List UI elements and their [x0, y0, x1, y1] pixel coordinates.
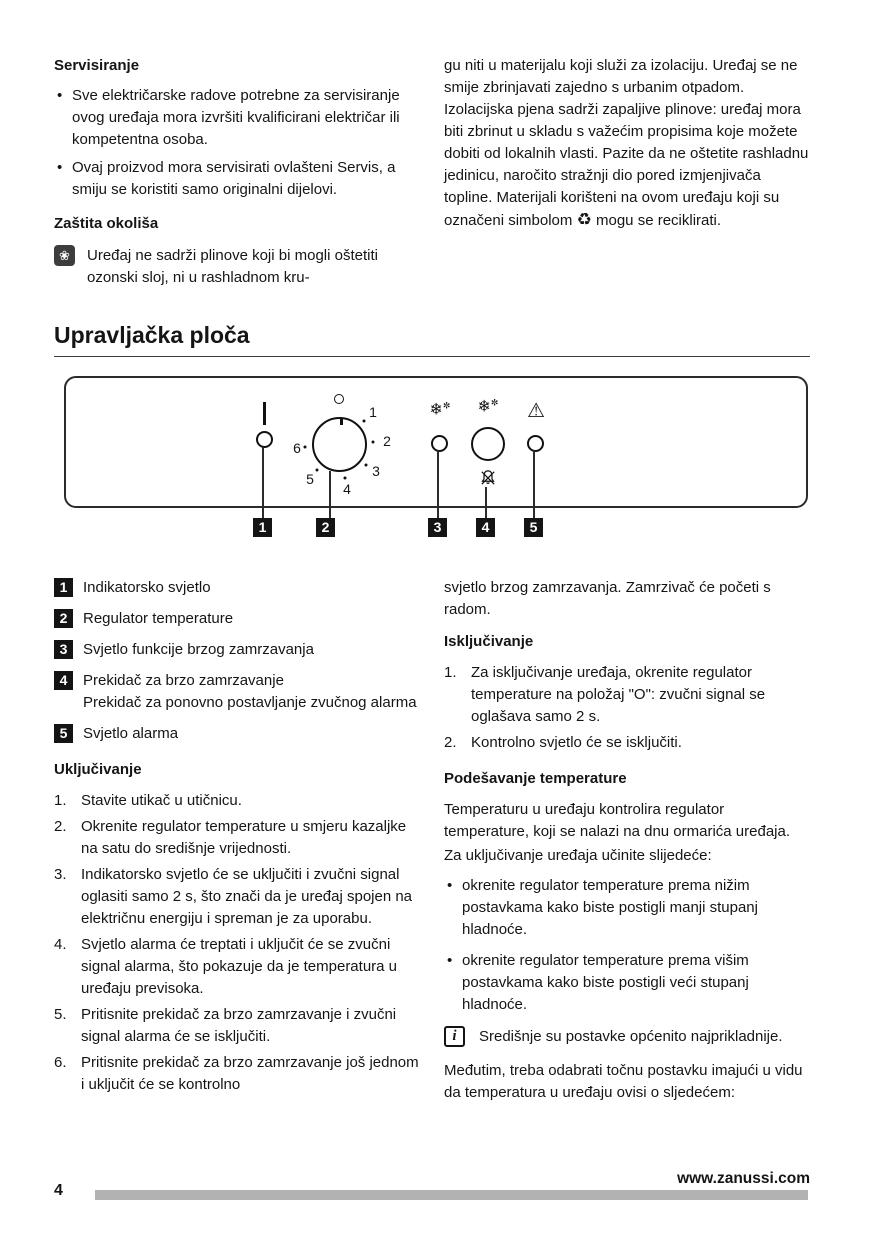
switch-off-step-2: [444, 732, 812, 754]
switching-on-heading: Uključivanje: [54, 761, 142, 778]
switch-on-step-1: [54, 790, 424, 812]
environment-text-continued: gu niti u materijalu koji služi za izolaciju. Uređaj se ne smije zbrinjavati zajedno s urbanim otpadom. Izolacijska pjena sadrži zapaljive plinove: uređaj mora biti zbrinut u skladu s važećim propisima koje možete dobiti od lokalnih vlasti. Pazite da ne oštetite rashladnu jedinicu, naročito stražnji dio pored izmjenjivača topline. Materijali korišteni na ovom uređaju koji su označeni simbolom: [444, 57, 809, 229]
switch-on-step-3: [54, 864, 424, 930]
step-text: Pritisnite prekidač za brzo zamrzavanje i zvučni signal alarma će se isključiti.: [81, 1006, 397, 1045]
dial-number-1: 1: [369, 404, 377, 420]
callout-1: 1: [253, 518, 272, 537]
snowflake-icon: ❄✼: [477, 397, 499, 416]
info-text: Središnje su postavke općenito najprikladnije.: [479, 1028, 783, 1045]
closing-paragraph: Međutim, treba odabrati točnu postavku imajući u vidu da temperatura u uređaju ovisi o sljedećem:: [444, 1062, 803, 1101]
environment-text-end: mogu se reciklirati.: [596, 212, 722, 229]
footer-bar: [95, 1190, 808, 1200]
dial-dot: [304, 446, 307, 449]
callout-line: [533, 450, 535, 518]
snowflake-icon: ❄✼: [429, 400, 451, 419]
step-number: 5.: [54, 1006, 67, 1023]
temperature-bullet-2: • okrenite regulator temperature prema višim postavkama kako biste postigli veći stupanj hladnoće.: [444, 950, 812, 1016]
legend-text-2: Regulator temperature: [83, 610, 234, 627]
step-number: 2.: [54, 818, 67, 835]
lower-right-column: [444, 577, 812, 1112]
dial-pointer-icon: [340, 418, 343, 425]
fast-freeze-light: [431, 435, 448, 452]
control-panel-diagram: [64, 376, 808, 508]
legend-badge-3: 3: [54, 640, 73, 659]
top-right-column: [444, 55, 812, 232]
servicing-heading: Servisiranje: [54, 57, 140, 74]
info-icon: i: [444, 1026, 465, 1047]
legend-item-1: [54, 577, 424, 599]
step-text: Svjetlo alarma će treptati i uključit će se zvučni signal alarma, što pokazuje da je temperatura u uređaju previsoka.: [81, 936, 398, 997]
step-number: 4.: [54, 936, 67, 953]
fast-freeze-button: [471, 427, 505, 461]
step-number: 2.: [444, 734, 457, 751]
website-url: www.zanussi.com: [677, 1170, 810, 1187]
dial-dot: [365, 464, 368, 467]
power-indicator-icon: [263, 402, 266, 425]
callout-3: 3: [428, 518, 447, 537]
environment-text: Uređaj ne sadrži plinove koji bi mogli oštetiti ozonski sloj, ni u rashladnom kru-: [87, 247, 378, 286]
temperature-para-2: Za uključivanje uređaja učinite slijedeće:: [444, 847, 712, 864]
step-text: Kontrolno svjetlo će se isključiti.: [471, 734, 682, 751]
step-number: 3.: [54, 866, 67, 883]
callout-2: 2: [316, 518, 335, 537]
service-bullet-1: • Sve električarske radove potrebne za servisiranje ovog uređaja mora izvršiti kvalificirani električar ili kompetentna osoba.: [54, 85, 422, 151]
dial-dot: [372, 441, 375, 444]
temperature-dial-knob: [312, 417, 367, 472]
legend-text-4: [83, 670, 417, 714]
dial-number-6: 6: [293, 440, 301, 456]
environment-heading: Zaštita okoliša: [54, 215, 159, 232]
legend-text-3: Svjetlo funkcije brzog zamrzavanja: [83, 641, 314, 658]
legend-text-1: Indikatorsko svjetlo: [83, 579, 211, 596]
environment-note: [54, 245, 422, 289]
alarm-light: [527, 435, 544, 452]
page-title: Upravljačka ploča: [54, 322, 250, 348]
step-number: 1.: [54, 792, 67, 809]
top-left-column: [54, 55, 422, 289]
callout-4: 4: [476, 518, 495, 537]
temperature-heading: Podešavanje temperature: [444, 770, 627, 787]
legend-item-3: [54, 639, 424, 661]
legend-text-4-line2: Prekidač za ponovno postavljanje zvučnog alarma: [83, 694, 417, 711]
dial-dot: [363, 420, 366, 423]
switch-off-step-1: [444, 662, 812, 728]
title-rule: [54, 356, 810, 357]
legend-badge-4: 4: [54, 671, 73, 690]
step-text: Pritisnite prekidač za brzo zamrzavanje još jednom i uključit će se kontrolno: [81, 1054, 419, 1093]
page-number: 4: [54, 1182, 63, 1199]
step-text: Okrenite regulator temperature u smjeru kazaljke na satu do središnje vrijednosti.: [81, 818, 407, 857]
callout-line: [262, 447, 264, 518]
callout-line: [437, 450, 439, 518]
switch-on-step-6: [54, 1052, 424, 1096]
step-number: 6.: [54, 1054, 67, 1071]
step-text: Za isključivanje uređaja, okrenite regulator temperature na položaj "O": zvučni signal se oglašava samo 2 s.: [471, 664, 766, 725]
dial-number-4: 4: [343, 481, 351, 497]
callout-5: 5: [524, 518, 543, 537]
dial-number-5: 5: [306, 471, 314, 487]
legend-badge-5: 5: [54, 724, 73, 743]
step-number: 1.: [444, 664, 457, 681]
dial-position-0-icon: [334, 394, 344, 404]
dial-dot: [316, 469, 319, 472]
bell-crossed-icon: [479, 469, 498, 488]
legend-text-4-line1: Prekidač za brzo zamrzavanje: [83, 672, 284, 689]
legend-text-5: Svjetlo alarma: [83, 725, 179, 742]
environment-text-continued-paragraph: [444, 55, 812, 232]
callout-line: [485, 487, 487, 518]
indicator-light-1: [256, 431, 273, 448]
recycling-icon: ♻: [576, 210, 592, 229]
callout-line: [329, 471, 331, 518]
switch-on-step-4: [54, 934, 424, 1000]
switch-on-step-5: [54, 1004, 424, 1048]
temperature-para-1: Temperaturu u uređaju kontrolira regulator temperature, koji se nalazi na dnu ormarića uređaja.: [444, 801, 791, 840]
dial-number-3: 3: [372, 463, 380, 479]
temperature-bullet-1: • okrenite regulator temperature prema nižim postavkama kako biste postigli manji stupanj hladnoće.: [444, 875, 812, 941]
dial-number-2: 2: [383, 433, 391, 449]
switching-off-heading: Isključivanje: [444, 633, 534, 650]
eco-flower-icon: ❀: [54, 245, 75, 266]
switch-on-step-2: [54, 816, 424, 860]
info-note: [444, 1026, 812, 1048]
legend-badge-2: 2: [54, 609, 73, 628]
step-text: Indikatorsko svjetlo će se uključiti i zvučni signal oglasiti samo 2 s, što znači da je uređaj spojen na električnu energiju i spreman je za uporabu.: [81, 866, 413, 927]
legend-item-2: [54, 608, 424, 630]
dial-dot: [344, 477, 347, 480]
step-6-continuation: svjetlo brzog zamrzavanja. Zamrzivač će početi s radom.: [444, 579, 771, 618]
warning-icon: ⚠: [527, 400, 545, 422]
step-text: Stavite utikač u utičnicu.: [81, 792, 242, 809]
legend-item-5: [54, 723, 424, 745]
service-bullet-2: • Ovaj proizvod mora servisirati ovlašteni Servis, a smiju se koristiti samo originalni dijelovi.: [54, 157, 422, 201]
legend-item-4: [54, 670, 424, 714]
legend-badge-1: 1: [54, 578, 73, 597]
lower-left-column: [54, 577, 424, 1100]
